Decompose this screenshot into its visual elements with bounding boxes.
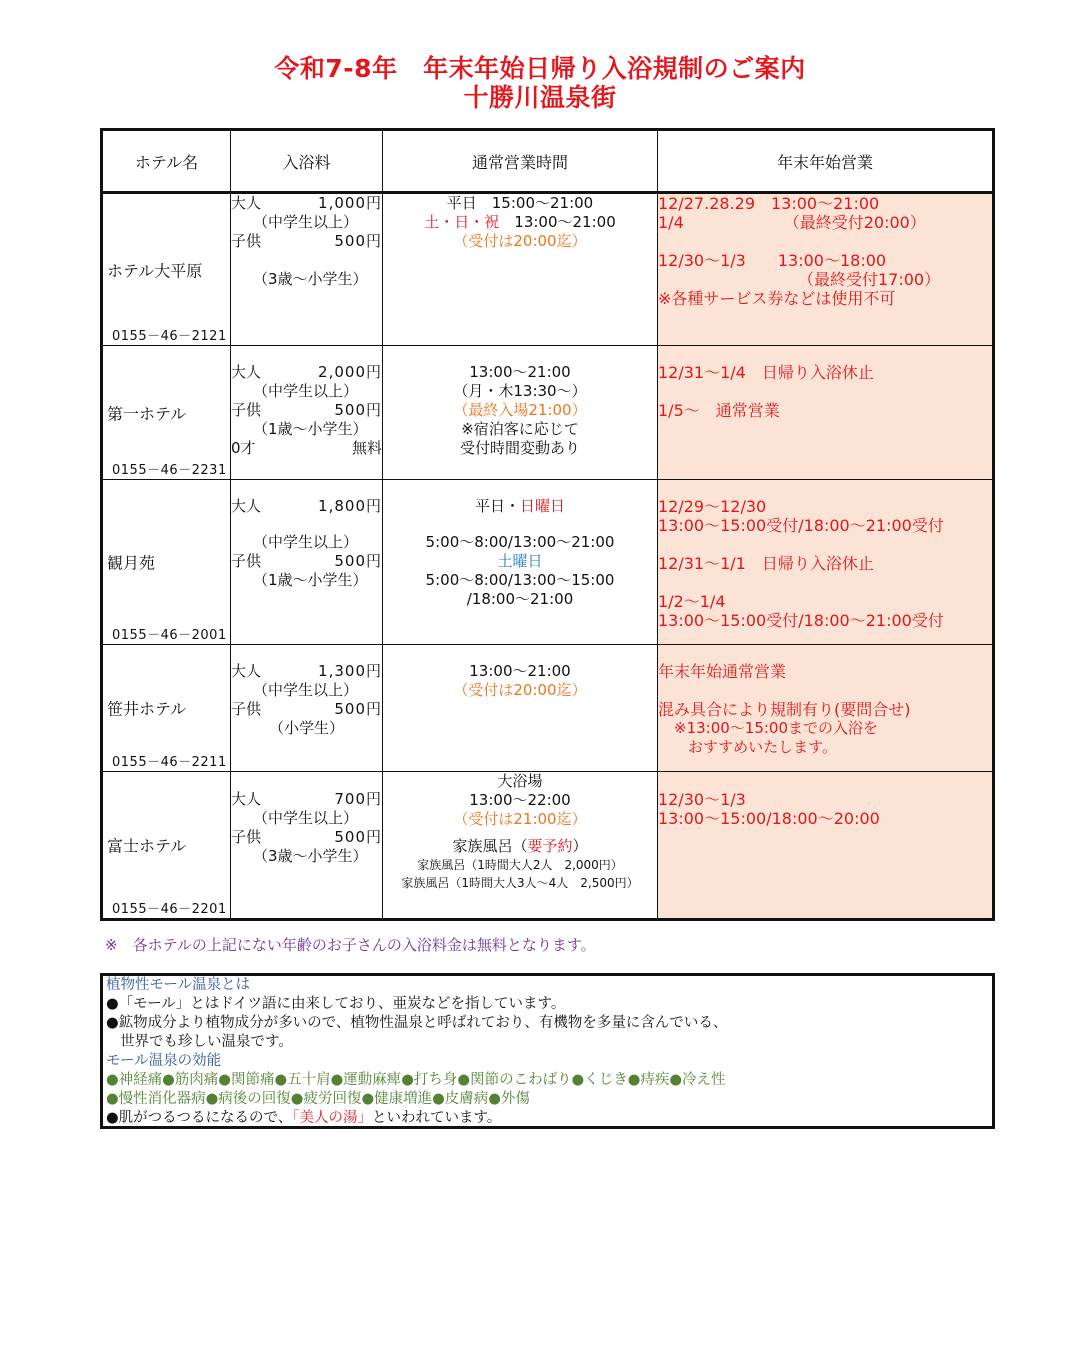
adult-label: 大人 — [231, 662, 262, 680]
new-year-cell — [658, 193, 994, 346]
adult-fee: 1,000円 — [318, 194, 382, 212]
ny-line: 12/30～1/3 13:00～18:00 — [658, 251, 887, 270]
hours-cell — [383, 645, 658, 772]
hours-note: （月・木13:30～） — [453, 382, 587, 400]
page-title: 令和7-8年 年末年始日帰り入浴規制のご案内 — [274, 54, 806, 83]
hours-main: 13:00～21:00 — [469, 363, 571, 381]
info-benefits: ●神経痛●筋肉痛●関節痛●五十肩●運動麻痺●打ち身●関節のこわばり●くじき●痔疾●冷え性 — [106, 1072, 726, 1088]
infant-label: 0才 — [231, 439, 256, 457]
child-note: （1歳～小学生） — [253, 571, 368, 589]
ny-line: 12/27.28.29 13:00～21:00 — [658, 194, 880, 213]
new-year-cell — [658, 645, 994, 772]
info-text: ●「モール」とはドイツ語に由来しており、亜炭などを指しています。 — [106, 996, 566, 1012]
adult-fee: 1,800円 — [318, 497, 382, 515]
adult-label: 大人 — [231, 194, 262, 212]
bathing-schedule-table — [100, 128, 995, 921]
family-bath-label: 家族風呂（ — [452, 837, 528, 855]
adult-note: （中学生以上） — [253, 382, 359, 400]
new-year-cell — [658, 480, 994, 645]
new-year-cell — [658, 346, 994, 480]
hours-reception-note: （受付は21:00迄） — [453, 810, 587, 828]
hours-saturday-label: 土曜日 — [497, 552, 543, 570]
hotel-phone: 0155－46－2231 — [112, 463, 227, 478]
info-highlight: 「美人の湯」 — [292, 1110, 372, 1126]
table-row — [102, 480, 994, 645]
fee-cell — [231, 480, 383, 645]
header-new-year-hours: 年末年始営業 — [658, 130, 994, 193]
reservation-required: 要予約 — [527, 837, 573, 855]
info-heading: モール温泉の効能 — [106, 1053, 222, 1069]
hotel-phone: 0155－46－2121 — [112, 329, 227, 344]
child-note: （3歳～小学生） — [253, 847, 368, 865]
child-note: （小学生） — [269, 719, 345, 737]
hotel-phone: 0155－46－2001 — [112, 628, 227, 643]
adult-note: （中学生以上） — [253, 681, 359, 699]
hotel-cell — [102, 346, 231, 480]
ny-line: 12/29～12/30 — [658, 497, 767, 516]
hotel-name: ホテル大平原 — [107, 261, 203, 280]
adult-label: 大人 — [231, 790, 262, 808]
hotel-cell — [102, 645, 231, 772]
ny-line: 13:00～15:00/18:00～20:00 — [658, 809, 880, 828]
fee-cell — [231, 645, 383, 772]
ny-line: 年末年始通常営業 — [658, 662, 787, 681]
ny-warning: ※各種サービス券などは使用不可 — [658, 289, 896, 308]
table-row — [102, 645, 994, 772]
hours-large-bath: 大浴場 — [497, 772, 543, 790]
hours-weekend-time: 13:00～21:00 — [514, 213, 616, 231]
child-fee: 500円 — [334, 232, 382, 250]
hotel-name: 笹井ホテル — [107, 699, 187, 719]
hours-last-entry: （最終入場21:00） — [453, 401, 587, 419]
header-fee: 入浴料 — [231, 130, 383, 193]
ny-line: 混み具合により規制有り(要問合せ) — [658, 700, 911, 719]
table-row — [102, 346, 994, 480]
info-text: 世界でも珍しい温泉です。 — [120, 1034, 293, 1050]
header-normal-hours: 通常営業時間 — [383, 130, 658, 193]
ny-line: 13:00～15:00受付/18:00～21:00受付 — [658, 611, 944, 630]
ny-line: 1/2～1/4 — [658, 592, 726, 611]
child-label: 子供 — [231, 401, 262, 419]
child-fee: 500円 — [334, 700, 382, 718]
family-bath-price: 家族風呂（1時間大人3人～4人 2,500円） — [401, 876, 639, 890]
hours-weekday-label: 平日・ — [474, 497, 520, 515]
child-label: 子供 — [231, 828, 262, 846]
hours-note: 受付時間変動あり — [459, 439, 580, 457]
hours-cell — [383, 772, 658, 920]
child-fee: 500円 — [334, 552, 382, 570]
new-year-cell — [658, 772, 994, 920]
ny-note: ※13:00～15:00までの入浴を — [674, 719, 879, 737]
hotel-cell — [102, 480, 231, 645]
hotel-name: 第一ホテル — [107, 404, 187, 423]
hours-sunday-label: 日曜日 — [520, 497, 566, 515]
adult-note: （中学生以上） — [253, 533, 359, 551]
ny-line: 12/31～1/1 日帰り入浴休止 — [658, 554, 874, 573]
adult-fee: 1,300円 — [318, 662, 382, 680]
table-row — [102, 193, 994, 346]
child-note: （3歳～小学生） — [253, 270, 368, 288]
child-note: （1歳～小学生） — [253, 420, 368, 438]
fee-cell — [231, 193, 383, 346]
mor-onsen-info-box — [100, 973, 995, 1129]
hours-saturday-time: 5:00～8:00/13:00～15:00 — [425, 571, 615, 589]
info-text: ●肌がつるつるになるので、 — [106, 1110, 293, 1126]
hours-main: 13:00～22:00 — [469, 791, 571, 809]
child-label: 子供 — [231, 232, 262, 250]
ny-line: 12/31～1/4 日帰り入浴休止 — [658, 363, 874, 382]
footnote: ※ 各ホテルの上記にない年齢のお子さんの入浴料金は無料となります。 — [105, 936, 596, 954]
info-text: ●鉱物成分より植物成分が多いので、植物性温泉と呼ばれており、有機物を多量に含んでいる、 — [106, 1015, 728, 1031]
ny-line: 12/30～1/3 — [658, 790, 746, 809]
hours-cell — [383, 480, 658, 645]
hours-reception-note: （受付は20:00迄） — [453, 681, 587, 699]
hours-weekend-days: 土・日・祝 — [424, 213, 500, 231]
hours-reception-note: （受付は20:00迄） — [453, 232, 587, 250]
hours-main: 13:00～21:00 — [469, 662, 571, 680]
hours-cell — [383, 346, 658, 480]
family-bath-price: 家族風呂（1時間大人2人 2,000円） — [417, 858, 623, 872]
child-label: 子供 — [231, 552, 262, 570]
adult-fee: 2,000円 — [318, 363, 382, 381]
hours-weekday-time: 5:00～8:00/13:00～21:00 — [425, 533, 615, 551]
info-benefits: ●慢性消化器病●病後の回復●疲労回復●健康増進●皮膚病●外傷 — [106, 1091, 530, 1107]
family-bath-label-close: ） — [572, 837, 588, 855]
info-heading: 植物性モール温泉とは — [106, 977, 251, 993]
info-text: といわれています。 — [371, 1110, 502, 1126]
adult-label: 大人 — [231, 497, 262, 515]
hours-saturday-time: /18:00～21:00 — [466, 590, 574, 608]
ny-note: おすすめいたします。 — [688, 738, 837, 756]
child-fee: 500円 — [334, 401, 382, 419]
table-header-row — [102, 130, 994, 193]
ny-note: （最終受付17:00） — [798, 270, 941, 289]
adult-note: （中学生以上） — [253, 213, 359, 231]
adult-fee: 700円 — [334, 790, 382, 808]
child-label: 子供 — [231, 700, 262, 718]
infant-fee: 無料 — [351, 439, 382, 457]
ny-note: （最終受付20:00） — [783, 213, 926, 232]
hotel-phone: 0155－46－2211 — [112, 755, 227, 770]
hotel-cell — [102, 772, 231, 920]
fee-cell — [231, 772, 383, 920]
ny-line: 1/5～ 通常営業 — [658, 401, 780, 420]
page-subtitle: 十勝川温泉街 — [463, 83, 617, 112]
hours-cell — [383, 193, 658, 346]
hours-note: ※宿泊客に応じて — [461, 420, 579, 438]
adult-note: （中学生以上） — [253, 809, 359, 827]
fee-cell — [231, 346, 383, 480]
adult-label: 大人 — [231, 363, 262, 381]
hotel-name: 観月苑 — [107, 553, 156, 573]
hours-weekday: 平日 15:00～21:00 — [446, 194, 594, 212]
ny-date: 1/4 — [658, 213, 684, 232]
header-hotel-name: ホテル名 — [102, 130, 231, 193]
ny-line: 13:00～15:00受付/18:00～21:00受付 — [658, 516, 944, 535]
hotel-name: 富士ホテル — [107, 836, 187, 856]
child-fee: 500円 — [334, 828, 382, 846]
hotel-phone: 0155－46－2201 — [112, 902, 227, 917]
hotel-cell — [102, 193, 231, 346]
table-row — [102, 772, 994, 920]
